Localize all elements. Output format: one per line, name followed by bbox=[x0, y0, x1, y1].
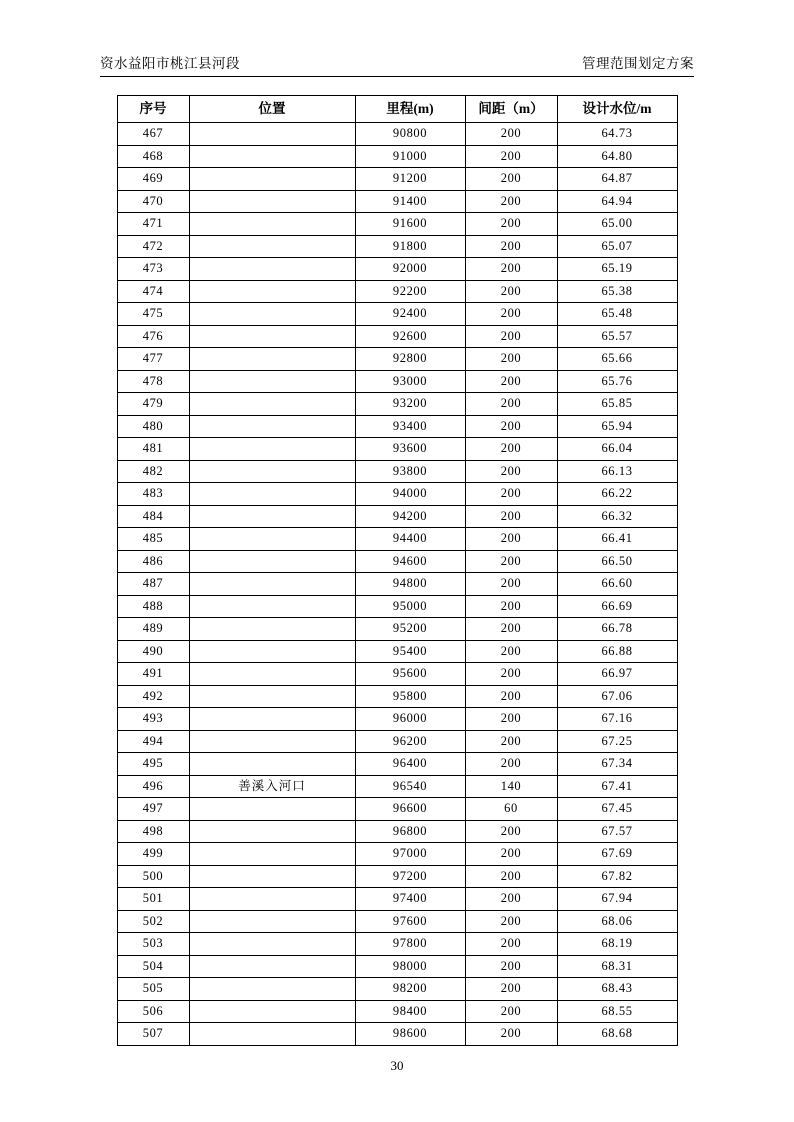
cell-design-level: 64.87 bbox=[557, 168, 677, 191]
table-row bbox=[117, 370, 677, 393]
cell-mileage: 96540 bbox=[355, 775, 465, 798]
cell-gap: 200 bbox=[465, 910, 557, 933]
page-header bbox=[100, 52, 694, 77]
cell-position bbox=[189, 213, 355, 236]
cell-seq: 497 bbox=[117, 798, 189, 821]
cell-mileage: 97000 bbox=[355, 843, 465, 866]
table-row bbox=[117, 393, 677, 416]
cell-position bbox=[189, 708, 355, 731]
cell-mileage: 93400 bbox=[355, 415, 465, 438]
cell-position bbox=[189, 550, 355, 573]
cell-mileage: 97200 bbox=[355, 865, 465, 888]
cell-mileage: 91400 bbox=[355, 190, 465, 213]
cell-seq: 495 bbox=[117, 753, 189, 776]
table-row bbox=[117, 663, 677, 686]
cell-position: 善溪入河口 bbox=[189, 775, 355, 798]
cell-position bbox=[189, 370, 355, 393]
cell-mileage: 94800 bbox=[355, 573, 465, 596]
cell-mileage: 91600 bbox=[355, 213, 465, 236]
cell-gap: 200 bbox=[465, 348, 557, 371]
cell-mileage: 94200 bbox=[355, 505, 465, 528]
cell-gap: 200 bbox=[465, 550, 557, 573]
table-row bbox=[117, 708, 677, 731]
cell-design-level: 65.76 bbox=[557, 370, 677, 393]
cell-mileage: 96600 bbox=[355, 798, 465, 821]
cell-design-level: 65.00 bbox=[557, 213, 677, 236]
cell-seq: 485 bbox=[117, 528, 189, 551]
cell-seq: 469 bbox=[117, 168, 189, 191]
column-header-mileage: 里程(m) bbox=[355, 96, 465, 123]
cell-design-level: 66.88 bbox=[557, 640, 677, 663]
cell-design-level: 65.07 bbox=[557, 235, 677, 258]
table-row bbox=[117, 910, 677, 933]
cell-mileage: 92600 bbox=[355, 325, 465, 348]
cell-mileage: 95600 bbox=[355, 663, 465, 686]
cell-position bbox=[189, 685, 355, 708]
cell-seq: 498 bbox=[117, 820, 189, 843]
cell-design-level: 64.94 bbox=[557, 190, 677, 213]
cell-gap: 200 bbox=[465, 595, 557, 618]
cell-design-level: 68.06 bbox=[557, 910, 677, 933]
cell-position bbox=[189, 753, 355, 776]
cell-mileage: 97800 bbox=[355, 933, 465, 956]
cell-seq: 481 bbox=[117, 438, 189, 461]
table-row bbox=[117, 865, 677, 888]
cell-gap: 200 bbox=[465, 123, 557, 146]
cell-mileage: 98400 bbox=[355, 1000, 465, 1023]
cell-seq: 490 bbox=[117, 640, 189, 663]
cell-seq: 472 bbox=[117, 235, 189, 258]
cell-design-level: 66.50 bbox=[557, 550, 677, 573]
cell-mileage: 92800 bbox=[355, 348, 465, 371]
cell-seq: 478 bbox=[117, 370, 189, 393]
page-number: 30 bbox=[390, 1058, 404, 1073]
cell-mileage: 92200 bbox=[355, 280, 465, 303]
cell-mileage: 91800 bbox=[355, 235, 465, 258]
cell-mileage: 91200 bbox=[355, 168, 465, 191]
cell-position bbox=[189, 663, 355, 686]
cell-mileage: 95800 bbox=[355, 685, 465, 708]
cell-position bbox=[189, 258, 355, 281]
column-header-design-level: 设计水位/m bbox=[557, 96, 677, 123]
cell-design-level: 66.78 bbox=[557, 618, 677, 641]
cell-position bbox=[189, 438, 355, 461]
cell-gap: 200 bbox=[465, 303, 557, 326]
cell-design-level: 66.13 bbox=[557, 460, 677, 483]
cell-position bbox=[189, 190, 355, 213]
cell-seq: 506 bbox=[117, 1000, 189, 1023]
column-header-seq: 序号 bbox=[117, 96, 189, 123]
cell-design-level: 67.16 bbox=[557, 708, 677, 731]
cell-position bbox=[189, 235, 355, 258]
cell-seq: 474 bbox=[117, 280, 189, 303]
cell-design-level: 66.32 bbox=[557, 505, 677, 528]
cell-seq: 505 bbox=[117, 978, 189, 1001]
cell-seq: 491 bbox=[117, 663, 189, 686]
table-row bbox=[117, 505, 677, 528]
cell-position bbox=[189, 730, 355, 753]
cell-gap: 200 bbox=[465, 190, 557, 213]
cell-mileage: 97600 bbox=[355, 910, 465, 933]
table-row bbox=[117, 775, 677, 798]
cell-position bbox=[189, 393, 355, 416]
cell-mileage: 95200 bbox=[355, 618, 465, 641]
cell-gap: 200 bbox=[465, 820, 557, 843]
cell-seq: 488 bbox=[117, 595, 189, 618]
table-row bbox=[117, 213, 677, 236]
cell-position bbox=[189, 460, 355, 483]
cell-mileage: 95400 bbox=[355, 640, 465, 663]
cell-gap: 200 bbox=[465, 1023, 557, 1046]
cell-design-level: 65.19 bbox=[557, 258, 677, 281]
cell-design-level: 66.69 bbox=[557, 595, 677, 618]
cell-mileage: 95000 bbox=[355, 595, 465, 618]
cell-mileage: 96000 bbox=[355, 708, 465, 731]
cell-design-level: 68.43 bbox=[557, 978, 677, 1001]
cell-gap: 200 bbox=[465, 325, 557, 348]
cell-gap: 200 bbox=[465, 438, 557, 461]
cell-design-level: 67.57 bbox=[557, 820, 677, 843]
cell-gap: 200 bbox=[465, 933, 557, 956]
cell-gap: 200 bbox=[465, 618, 557, 641]
table-row bbox=[117, 595, 677, 618]
cell-mileage: 94400 bbox=[355, 528, 465, 551]
cell-design-level: 66.41 bbox=[557, 528, 677, 551]
cell-mileage: 94600 bbox=[355, 550, 465, 573]
cell-gap: 200 bbox=[465, 505, 557, 528]
table-row bbox=[117, 415, 677, 438]
cell-gap: 200 bbox=[465, 235, 557, 258]
cell-gap: 200 bbox=[465, 258, 557, 281]
cell-mileage: 92400 bbox=[355, 303, 465, 326]
column-header-position: 位置 bbox=[189, 96, 355, 123]
cell-gap: 200 bbox=[465, 1000, 557, 1023]
cell-gap: 60 bbox=[465, 798, 557, 821]
cell-seq: 473 bbox=[117, 258, 189, 281]
header-right-text: 管理范围划定方案 bbox=[582, 56, 694, 71]
cell-gap: 200 bbox=[465, 978, 557, 1001]
cell-mileage: 92000 bbox=[355, 258, 465, 281]
table-row bbox=[117, 820, 677, 843]
table-row bbox=[117, 190, 677, 213]
cell-design-level: 67.06 bbox=[557, 685, 677, 708]
cell-seq: 503 bbox=[117, 933, 189, 956]
table-container bbox=[0, 95, 794, 1046]
cell-position bbox=[189, 933, 355, 956]
table-row bbox=[117, 888, 677, 911]
cell-position bbox=[189, 415, 355, 438]
cell-mileage: 96200 bbox=[355, 730, 465, 753]
table-row bbox=[117, 1023, 677, 1046]
cell-design-level: 67.34 bbox=[557, 753, 677, 776]
cell-design-level: 67.69 bbox=[557, 843, 677, 866]
cell-design-level: 65.85 bbox=[557, 393, 677, 416]
table-row bbox=[117, 280, 677, 303]
table-row bbox=[117, 123, 677, 146]
cell-seq: 507 bbox=[117, 1023, 189, 1046]
table-row bbox=[117, 978, 677, 1001]
cell-gap: 200 bbox=[465, 865, 557, 888]
table-row bbox=[117, 235, 677, 258]
cell-gap: 200 bbox=[465, 415, 557, 438]
cell-design-level: 67.94 bbox=[557, 888, 677, 911]
cell-seq: 471 bbox=[117, 213, 189, 236]
cell-position bbox=[189, 483, 355, 506]
cell-gap: 200 bbox=[465, 280, 557, 303]
cell-design-level: 66.97 bbox=[557, 663, 677, 686]
cell-position bbox=[189, 798, 355, 821]
cell-gap: 200 bbox=[465, 370, 557, 393]
cell-mileage: 98000 bbox=[355, 955, 465, 978]
cell-design-level: 65.48 bbox=[557, 303, 677, 326]
table-row bbox=[117, 348, 677, 371]
cell-design-level: 67.82 bbox=[557, 865, 677, 888]
cell-seq: 483 bbox=[117, 483, 189, 506]
cell-gap: 200 bbox=[465, 168, 557, 191]
cell-position bbox=[189, 843, 355, 866]
table-row bbox=[117, 168, 677, 191]
table-row bbox=[117, 843, 677, 866]
cell-mileage: 90800 bbox=[355, 123, 465, 146]
cell-position bbox=[189, 955, 355, 978]
cell-position bbox=[189, 528, 355, 551]
cell-position bbox=[189, 888, 355, 911]
cell-position bbox=[189, 1000, 355, 1023]
cell-mileage: 91000 bbox=[355, 145, 465, 168]
table-row bbox=[117, 618, 677, 641]
cell-gap: 140 bbox=[465, 775, 557, 798]
cell-position bbox=[189, 640, 355, 663]
cell-mileage: 98200 bbox=[355, 978, 465, 1001]
cell-seq: 476 bbox=[117, 325, 189, 348]
table-row bbox=[117, 483, 677, 506]
cell-position bbox=[189, 168, 355, 191]
cell-position bbox=[189, 123, 355, 146]
cell-position bbox=[189, 573, 355, 596]
cell-design-level: 66.60 bbox=[557, 573, 677, 596]
cell-design-level: 65.57 bbox=[557, 325, 677, 348]
cell-mileage: 96400 bbox=[355, 753, 465, 776]
cell-design-level: 65.94 bbox=[557, 415, 677, 438]
table-body bbox=[117, 123, 677, 1046]
cell-gap: 200 bbox=[465, 145, 557, 168]
cell-design-level: 64.73 bbox=[557, 123, 677, 146]
cell-mileage: 97400 bbox=[355, 888, 465, 911]
cell-gap: 200 bbox=[465, 573, 557, 596]
cell-seq: 479 bbox=[117, 393, 189, 416]
cell-gap: 200 bbox=[465, 663, 557, 686]
cell-position bbox=[189, 595, 355, 618]
cell-gap: 200 bbox=[465, 685, 557, 708]
cell-gap: 200 bbox=[465, 393, 557, 416]
cell-seq: 486 bbox=[117, 550, 189, 573]
cell-gap: 200 bbox=[465, 213, 557, 236]
table-row bbox=[117, 753, 677, 776]
table-row bbox=[117, 1000, 677, 1023]
cell-position bbox=[189, 145, 355, 168]
table-row bbox=[117, 640, 677, 663]
cell-seq: 467 bbox=[117, 123, 189, 146]
cell-gap: 200 bbox=[465, 955, 557, 978]
cell-gap: 200 bbox=[465, 843, 557, 866]
cell-seq: 470 bbox=[117, 190, 189, 213]
cell-design-level: 66.22 bbox=[557, 483, 677, 506]
cell-seq: 482 bbox=[117, 460, 189, 483]
cell-design-level: 64.80 bbox=[557, 145, 677, 168]
cell-design-level: 67.41 bbox=[557, 775, 677, 798]
table-row bbox=[117, 550, 677, 573]
cell-design-level: 65.66 bbox=[557, 348, 677, 371]
table-row bbox=[117, 573, 677, 596]
cell-position bbox=[189, 280, 355, 303]
table-header-row bbox=[117, 96, 677, 123]
water-level-table bbox=[117, 95, 678, 1046]
cell-design-level: 65.38 bbox=[557, 280, 677, 303]
cell-seq: 468 bbox=[117, 145, 189, 168]
column-header-gap: 间距（m） bbox=[465, 96, 557, 123]
table-row bbox=[117, 303, 677, 326]
cell-gap: 200 bbox=[465, 753, 557, 776]
cell-seq: 501 bbox=[117, 888, 189, 911]
cell-position bbox=[189, 978, 355, 1001]
cell-seq: 492 bbox=[117, 685, 189, 708]
cell-design-level: 67.25 bbox=[557, 730, 677, 753]
cell-seq: 493 bbox=[117, 708, 189, 731]
cell-position bbox=[189, 820, 355, 843]
cell-design-level: 68.19 bbox=[557, 933, 677, 956]
cell-seq: 489 bbox=[117, 618, 189, 641]
cell-seq: 487 bbox=[117, 573, 189, 596]
table-row bbox=[117, 730, 677, 753]
table-row bbox=[117, 685, 677, 708]
cell-mileage: 93000 bbox=[355, 370, 465, 393]
cell-gap: 200 bbox=[465, 528, 557, 551]
table-row bbox=[117, 798, 677, 821]
cell-gap: 200 bbox=[465, 483, 557, 506]
cell-design-level: 68.55 bbox=[557, 1000, 677, 1023]
cell-seq: 500 bbox=[117, 865, 189, 888]
cell-gap: 200 bbox=[465, 888, 557, 911]
cell-seq: 502 bbox=[117, 910, 189, 933]
table-row bbox=[117, 933, 677, 956]
cell-gap: 200 bbox=[465, 460, 557, 483]
cell-seq: 475 bbox=[117, 303, 189, 326]
table-row bbox=[117, 438, 677, 461]
cell-position bbox=[189, 865, 355, 888]
cell-position bbox=[189, 303, 355, 326]
table-row bbox=[117, 955, 677, 978]
cell-position bbox=[189, 348, 355, 371]
cell-position bbox=[189, 325, 355, 348]
cell-mileage: 93600 bbox=[355, 438, 465, 461]
cell-position bbox=[189, 618, 355, 641]
cell-design-level: 68.31 bbox=[557, 955, 677, 978]
cell-mileage: 98600 bbox=[355, 1023, 465, 1046]
cell-design-level: 66.04 bbox=[557, 438, 677, 461]
table-row bbox=[117, 528, 677, 551]
cell-mileage: 96800 bbox=[355, 820, 465, 843]
cell-position bbox=[189, 505, 355, 528]
cell-mileage: 93800 bbox=[355, 460, 465, 483]
table-row bbox=[117, 325, 677, 348]
cell-position bbox=[189, 910, 355, 933]
cell-gap: 200 bbox=[465, 730, 557, 753]
cell-seq: 494 bbox=[117, 730, 189, 753]
table-row bbox=[117, 258, 677, 281]
cell-seq: 484 bbox=[117, 505, 189, 528]
cell-seq: 504 bbox=[117, 955, 189, 978]
cell-design-level: 67.45 bbox=[557, 798, 677, 821]
cell-mileage: 94000 bbox=[355, 483, 465, 506]
cell-seq: 480 bbox=[117, 415, 189, 438]
cell-design-level: 68.68 bbox=[557, 1023, 677, 1046]
table-row bbox=[117, 145, 677, 168]
cell-mileage: 93200 bbox=[355, 393, 465, 416]
table-row bbox=[117, 460, 677, 483]
cell-gap: 200 bbox=[465, 640, 557, 663]
cell-seq: 499 bbox=[117, 843, 189, 866]
cell-gap: 200 bbox=[465, 708, 557, 731]
header-left-text: 资水益阳市桃江县河段 bbox=[100, 56, 240, 71]
cell-seq: 496 bbox=[117, 775, 189, 798]
cell-position bbox=[189, 1023, 355, 1046]
cell-seq: 477 bbox=[117, 348, 189, 371]
